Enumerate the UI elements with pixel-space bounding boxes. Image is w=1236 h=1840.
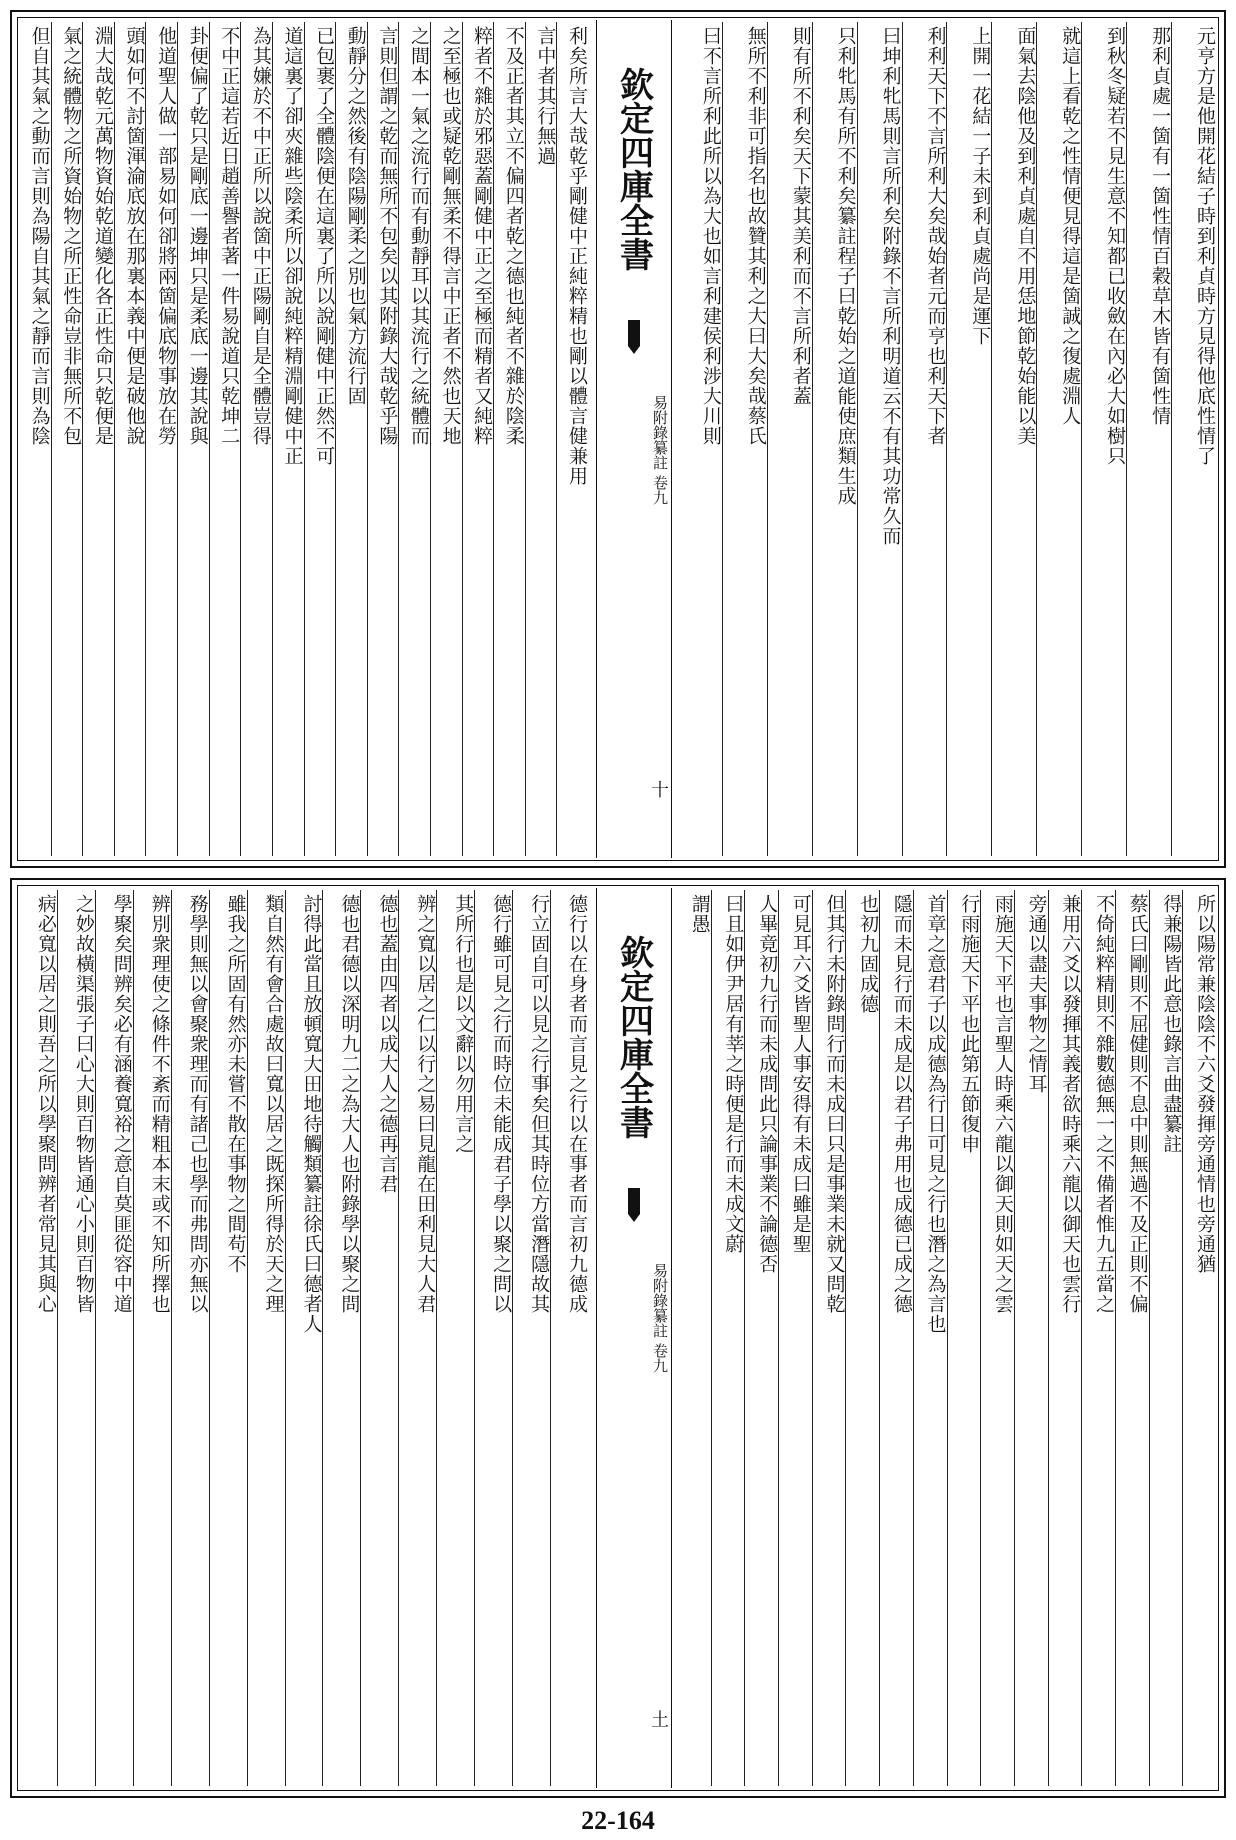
- text-column: 之至極也或疑乾剛無柔不得言中正者不然也天地: [430, 22, 462, 856]
- text-column: 上開一花結一子未到利貞處尚是運下: [946, 22, 991, 856]
- top-page: [10, 10, 1226, 868]
- text-column: 雖我之所固有然亦未嘗不散在事物之間苟不: [209, 890, 247, 1786]
- text-column: 則有所不利矣天下蒙其美利而不言所利者蓋: [767, 22, 812, 856]
- text-column: 只利牝馬有所不利矣纂註程子曰乾始之道能使庶類生成: [812, 22, 857, 856]
- text-column: 道這裏了卻夾雜些陰柔所以卻說純粹精淵剛健中正: [272, 22, 304, 856]
- text-column: 氣之統體物之所資始物之所正性命豈非無所不包: [51, 22, 83, 856]
- text-column: 言中者其行無過: [525, 22, 557, 856]
- fish-tail-mark-icon: [628, 320, 640, 346]
- text-column: 為其嫌於不中正所以說箇中正陽剛自是全體豈得: [240, 22, 272, 856]
- text-column: 德行雖可見之行而時位未能成君子學以聚之問以: [474, 890, 512, 1786]
- text-column: 曰不言所利此所以為大也如言利建侯利涉大川則: [699, 26, 722, 446]
- text-column: 兼用六爻以發揮其義者欲時乘六龍以御天也雲行: [1048, 890, 1082, 1786]
- bottom-left-columns: [20, 890, 588, 1786]
- top-book-title: 易附錄纂註 卷九: [651, 395, 669, 505]
- text-column: 之妙故橫渠張子曰心大則百物皆通心小則百物皆: [57, 890, 95, 1786]
- top-right-columns: [678, 22, 1216, 856]
- text-column: 不及正者其立不偏四者乾之德也純者不雜於陰柔: [493, 22, 525, 856]
- bottom-right-half: [670, 880, 1224, 1796]
- text-column: 利矣所言大哉乾乎剛健中正純粹精也剛以體言健兼用: [556, 22, 588, 856]
- text-column: 所以陽常兼陰陰不六爻發揮旁通情也旁通猶: [1182, 890, 1216, 1786]
- text-column: 不中正這若近日趙善譽者著一件易說道只乾坤二: [209, 22, 241, 856]
- text-column: 粹者不雜於邪惡蓋剛健中正之至極而精者又純粹: [462, 22, 494, 856]
- bottom-collection-title: 欽定四庫全書: [613, 935, 654, 1139]
- text-column: 旁通以盡夫事物之情耳: [1014, 890, 1048, 1786]
- text-column: 討得此當且放頓寬大田地待觸類纂註徐氏曰德者人: [285, 890, 323, 1786]
- text-column: 雨施天下平也言聖人時乘六龍以御天則如天之雲: [980, 890, 1014, 1786]
- text-column: 動靜分之然後有陰陽剛柔之別也氣方流行固: [335, 22, 367, 856]
- text-column: 其所行也是以文辭以勿用言之: [436, 890, 474, 1786]
- text-column: 類自然有會合處故曰寬以居之既探所得於天之理: [247, 890, 285, 1786]
- top-fish-tail-center: [596, 20, 672, 858]
- text-column: 蔡氏曰剛則不屈健則不息中則無過不及正則不偏: [1115, 890, 1149, 1786]
- top-left-half: [12, 12, 596, 866]
- text-column: 曰且如伊尹居有莘之時便是行而未成文蔚: [711, 890, 745, 1786]
- text-column: 德也蓋由四者以成大人之德再言君: [360, 890, 398, 1786]
- text-column: 就這上看乾之性情便見得這是箇誠之復處淵人: [1036, 22, 1081, 856]
- text-column: 之間本一氣之流行而有動靜耳以其流行之統體而: [398, 22, 430, 856]
- text-column: 德行以在身者而言見之行以在事者而言初九德成: [550, 890, 588, 1786]
- text-column: 人畢竟初九行而未成問此只論事業不論德否: [744, 890, 778, 1786]
- text-column: 他道聖人做一部易如何卻將兩箇偏底物事放在勞: [145, 22, 177, 856]
- text-column: 卦便偏了乾只是剛底一邊坤只是柔底一邊其說與: [177, 22, 209, 856]
- top-folio-number: 十: [648, 780, 669, 798]
- text-column: 辨之寬以居之仁以行之易曰見龍在田利見大人君: [398, 890, 436, 1786]
- text-column: 辨別衆理使之條件不紊而精粗本末或不知所擇也: [133, 890, 171, 1786]
- text-column: 首章之意君子以成德為行日可見之行也潛之為言也: [913, 890, 947, 1786]
- text-column: 學聚矣問辨矣必有涵養寬裕之意自莫匪從容中道: [95, 890, 133, 1786]
- text-column: 頭如何不討箇渾淪底放在那裏本義中便是破他說: [114, 22, 146, 856]
- bottom-right-columns: [678, 890, 1216, 1786]
- bottom-book-title: 易附錄纂註 卷九: [651, 1263, 669, 1373]
- text-column: 隱而未見行而未成是以君子弗用也成德已成之德: [879, 890, 913, 1786]
- text-column: 那利貞處一箇有一箇性情百穀草木皆有箇性情: [1126, 22, 1171, 856]
- text-column: 可見耳六爻皆聖人事安得有未成曰雖是聖: [778, 890, 812, 1786]
- top-right-half: [670, 12, 1224, 866]
- text-column: 行立固自可以見之行事矣但其時位方當潛隱故其: [512, 890, 550, 1786]
- bottom-fish-tail-center: [596, 888, 672, 1788]
- text-column: 不倚純粹精則不雜數德無一之不備者惟九五當之: [1081, 890, 1115, 1786]
- text-column: 無所不利非可指名也故贊其利之大曰大矣哉蔡氏: [722, 22, 767, 856]
- page-number: 22-164: [581, 1806, 655, 1835]
- text-column: 曰坤利牝馬則言所利矣附錄不言所利明道云不有其功常久而: [857, 22, 902, 856]
- bottom-left-half: [12, 880, 596, 1796]
- text-column: 元亨方是他開花結子時到利貞時方見得他底性情了: [1171, 22, 1216, 856]
- text-column: 淵大哉乾元萬物資始乾道變化各正性命只乾便是: [82, 22, 114, 856]
- fish-tail-mark-icon: [628, 1188, 640, 1214]
- bottom-page: [10, 878, 1226, 1798]
- text-column: 到秋冬疑若不見生意不知都已收斂在內必大如樹只: [1081, 22, 1126, 856]
- text-column: 務學則無以會聚衆理而有諸己也學而弗問亦無以: [171, 890, 209, 1786]
- text-column: 已包裹了全體陰便在這裏了所以說剛健中正然不可: [304, 22, 336, 856]
- text-column: 德也君德以深明九二之為大人也附錄學以聚之問: [322, 890, 360, 1786]
- top-collection-title: 欽定四庫全書: [613, 67, 654, 271]
- text-column: 謂愚: [688, 894, 711, 934]
- text-column: 行雨施天下平也此第五節復申: [947, 890, 981, 1786]
- top-left-columns: [20, 22, 588, 856]
- text-column: 利利天下不言所利大矣哉始者元而亨也利天下者: [902, 22, 947, 856]
- text-column: 得兼陽皆此意也錄言曲盡纂註: [1149, 890, 1183, 1786]
- text-column: 也初九固成德: [845, 890, 879, 1786]
- text-column: 言則但謂之乾而無所不包矣以其附錄大哉乾乎陽: [367, 22, 399, 856]
- text-column: 但自其氣之動而言則為陽自其氣之靜而言則為陰: [28, 26, 51, 446]
- text-column: 面氣去陰他及到利貞處自不用恁地節乾始能以美: [991, 22, 1036, 856]
- bottom-folio-number: 土: [648, 1710, 669, 1728]
- text-column: 但其行未附錄問行而未成曰只是事業未就又問乾: [812, 890, 846, 1786]
- text-column: 病必寬以居之則吾之所以學聚問辨者常見其與心: [34, 894, 57, 1314]
